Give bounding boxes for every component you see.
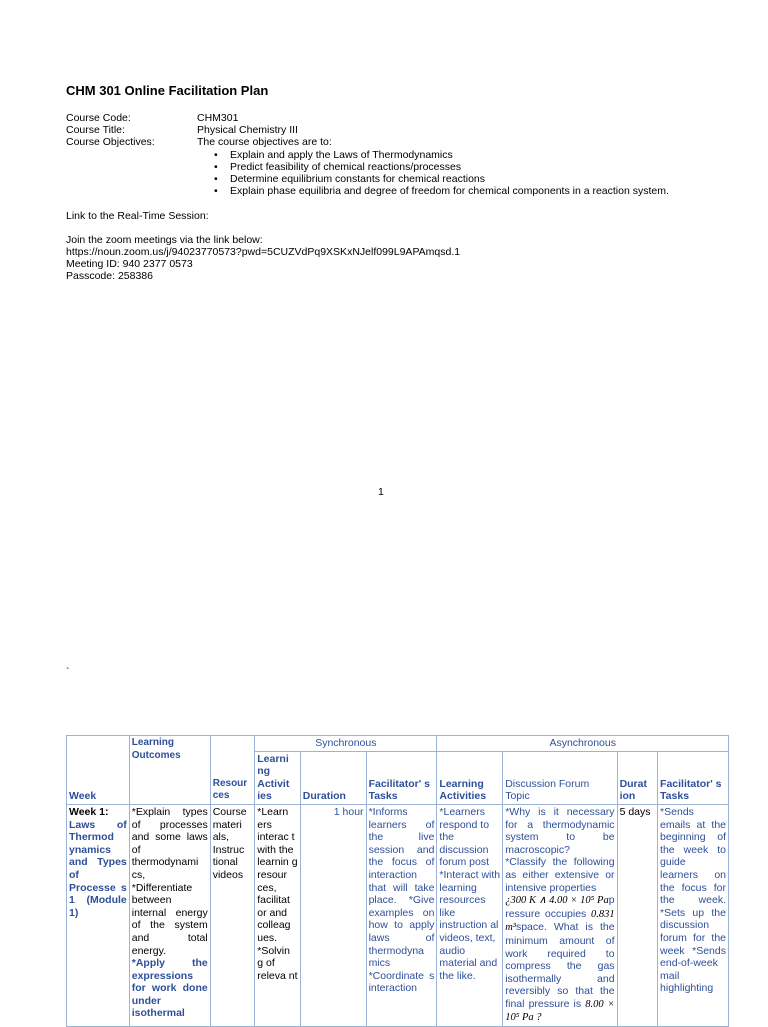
course-meta <box>66 112 332 148</box>
outcomes-text: *Explain types of processes and some laws of thermodynami cs, *Differentiate between internal energy of the system and total energy. <box>131 805 208 957</box>
sync-activities-cell: *Learn ers interac t with the learnin g resour ces, facilitat or and colleag ues. *Solvin g of releva nt <box>255 804 301 1026</box>
session-link-heading: Link to the Real-Time Session: <box>66 210 209 222</box>
course-title-label: Course Title: <box>66 124 125 136</box>
course-code-value: CHM301 <box>197 112 239 124</box>
session-info <box>66 210 460 282</box>
header-forum-topic: Discussion Forum Topic <box>503 751 617 804</box>
course-title-row <box>66 124 332 136</box>
facilitation-table <box>66 735 729 1027</box>
async-tasks-cell: *Sends emails at the beginning of the week to guide learners on the focus for the week. *Sets up the discussion forum for the week *Sends end-of-week mail highlighting <box>658 804 729 1026</box>
course-objectives-row <box>66 136 332 148</box>
header-sync-duration: Duration <box>300 751 366 804</box>
forum-formula: ¿300 K ∧ 4.00 × 10⁵ Pa <box>505 895 609 907</box>
forum-topic-cell <box>503 804 617 1026</box>
forum-question: *Why is it necessary for a thermodynamic system to be macroscopic? <box>505 805 615 856</box>
forum-volume: 0.831 m³ <box>505 908 615 934</box>
forum-question-text: space. What is the minimum amount of work required to compress the gas isothermally and reversibly so that the final pressure is <box>505 921 615 1010</box>
header-async-activities: Learning Activities <box>437 751 503 804</box>
objective-item: • Determine equilibrium constants for chemical reactions <box>212 173 669 185</box>
header-sync-activities: Learni ng Activit ies <box>255 751 301 804</box>
outcomes-cell <box>129 804 210 1026</box>
page-number: 1 <box>378 486 384 498</box>
zoom-link[interactable]: https://noun.zoom.us/j/94023770573?pwd=5CUZVdPq9XSKxNJelf099L9APAmqsd.1 <box>66 246 461 258</box>
sync-tasks-cell: *Informs learners of the live session and the focus of interaction that will take place. *Give examples on how to apply laws of thermodyna mics *Coordinate s interaction <box>366 804 437 1026</box>
header-async-duration: Durat ion <box>617 751 657 804</box>
objectives-list <box>212 149 669 197</box>
forum-question-text: p ressure occupies <box>505 894 615 920</box>
week-topic: Laws of Thermod ynamics and Types of Processe s 1 (Module 1) <box>69 818 127 919</box>
header-learning-outcomes: Learning Outcomes <box>129 736 210 805</box>
passcode: Passcode: 258386 <box>66 270 153 282</box>
header-resources: Resour ces <box>210 736 255 805</box>
async-duration-cell: 5 days <box>617 804 657 1026</box>
table-row <box>67 804 729 1026</box>
async-activities-cell: *Learners respond to the discussion forum post *Interact with learning resources like instruction al videos, text, audio material and the like. <box>437 804 503 1026</box>
outcomes-apply: *Apply the expressions for work done under isothermal <box>131 957 208 1020</box>
forum-final-pressure: 8.00 × 10⁵ Pa ? <box>505 998 615 1024</box>
header-synchronous: Synchronous <box>255 736 437 752</box>
week-label: Week 1: <box>69 805 109 818</box>
header-sync-tasks: Facilitator' s Tasks <box>366 751 437 804</box>
course-objectives-intro: The course objectives are to: <box>197 136 332 148</box>
objective-item: • Explain and apply the Laws of Thermodynamics <box>212 149 669 161</box>
stray-mark: ` <box>66 666 70 678</box>
page-title: CHM 301 Online Facilitation Plan <box>66 83 269 98</box>
objective-item: • Explain phase equilibria and degree of freedom for chemical components in a reaction system. <box>212 185 669 197</box>
objective-item: • Predict feasibility of chemical reactions/processes <box>212 161 669 173</box>
sync-duration-cell: 1 hour <box>300 804 366 1026</box>
course-code-row <box>66 112 332 124</box>
week-cell <box>67 804 130 1026</box>
course-code-label: Course Code: <box>66 112 131 124</box>
header-async-tasks: Facilitator' s Tasks <box>658 751 729 804</box>
course-title-value: Physical Chemistry III <box>197 124 298 136</box>
course-objectives-label: Course Objectives: <box>66 136 155 148</box>
resources-cell: Course materi als, Instruc tional videos <box>210 804 255 1026</box>
meeting-id: Meeting ID: 940 2377 0573 <box>66 258 193 270</box>
forum-question: *Classify the following as either extensive or intensive properties <box>505 856 615 894</box>
header-week: Week <box>67 736 130 805</box>
join-instruction: Join the zoom meetings via the link below: <box>66 234 263 246</box>
header-asynchronous: Asynchronous <box>437 736 729 752</box>
